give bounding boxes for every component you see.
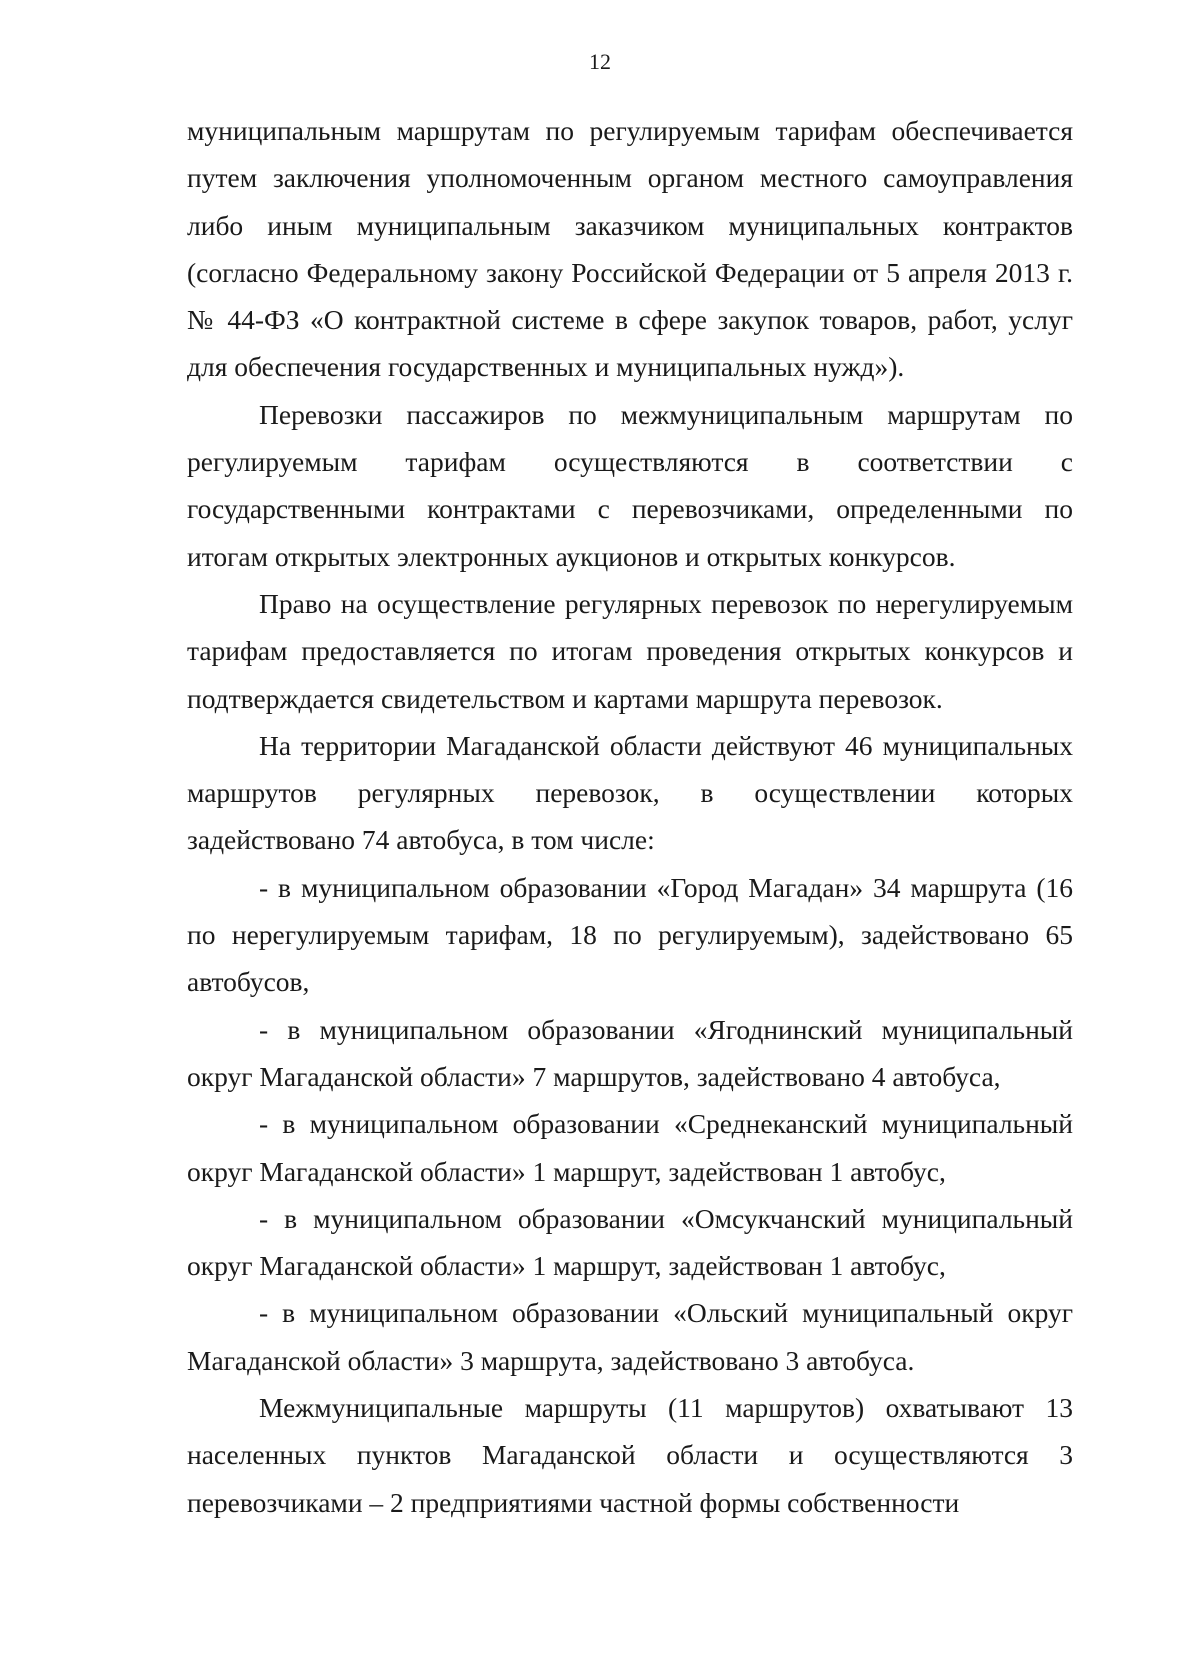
page-number: 12 bbox=[589, 49, 611, 74]
paragraph-4: На территории Магаданской области действуют 46 муниципальных маршрутов регулярных перевозок, в осуществлении которых задействовано 74 автобуса, в том числе: bbox=[187, 729, 1073, 856]
list-item-olsky: - в муниципальном образовании «Ольский муниципальный округ Магаданской области» 3 маршрута, задействовано 3 автобуса. bbox=[187, 1297, 1073, 1376]
document-body bbox=[187, 107, 1073, 1526]
list-item-yagodninsky: - в муниципальном образовании «Ягоднинский муниципальный округ Магаданской области» 7 маршрутов, задействовано 4 автобуса, bbox=[187, 1013, 1073, 1092]
list-item-magadan-city: - в муниципальном образовании «Город Магадан» 34 маршрута (16 по нерегулируемым тарифам, 18 по регулируемым), задействовано 65 автобусов, bbox=[187, 871, 1073, 998]
paragraph-2: Перевозки пассажиров по межмуниципальным маршрутам по регулируемым тарифам осуществляются в соответствии с государственными контрактами с перевозчиками, определенными по итогам открытых электронных аукционов и открытых конкурсов. bbox=[187, 398, 1073, 572]
paragraph-1: муниципальным маршрутам по регулируемым тарифам обеспечивается путем заключения уполномоченным органом местного самоуправления либо иным муниципальным заказчиком муниципальных контрактов (согласно Федеральному закону Российской Федерации от 5 апреля 2013 г. № 44-ФЗ «О контрактной системе в сфере закупок товаров, работ, услуг для обеспечения государственных и муниципальных нужд»). bbox=[187, 115, 1073, 383]
list-item-omsukchansky: - в муниципальном образовании «Омсукчанский муниципальный округ Магаданской области» 1 маршрут, задействован 1 автобус, bbox=[187, 1202, 1073, 1282]
paragraph-3: Право на осуществление регулярных перевозок по нерегулируемым тарифам предоставляется по итогам проведения открытых конкурсов и подтверждается свидетельством и картами маршрута перевозок. bbox=[187, 587, 1073, 714]
paragraph-intermunicipal: Межмуниципальные маршруты (11 маршрутов) охватывают 13 населенных пунктов Магаданской области и осуществляются 3 перевозчиками – 2 предприятиями частной формы собственности bbox=[187, 1392, 1073, 1518]
list-item-srednekansky: - в муниципальном образовании «Среднеканский муниципальный округ Магаданской области» 1 маршрут, задействован 1 автобус, bbox=[187, 1108, 1073, 1187]
